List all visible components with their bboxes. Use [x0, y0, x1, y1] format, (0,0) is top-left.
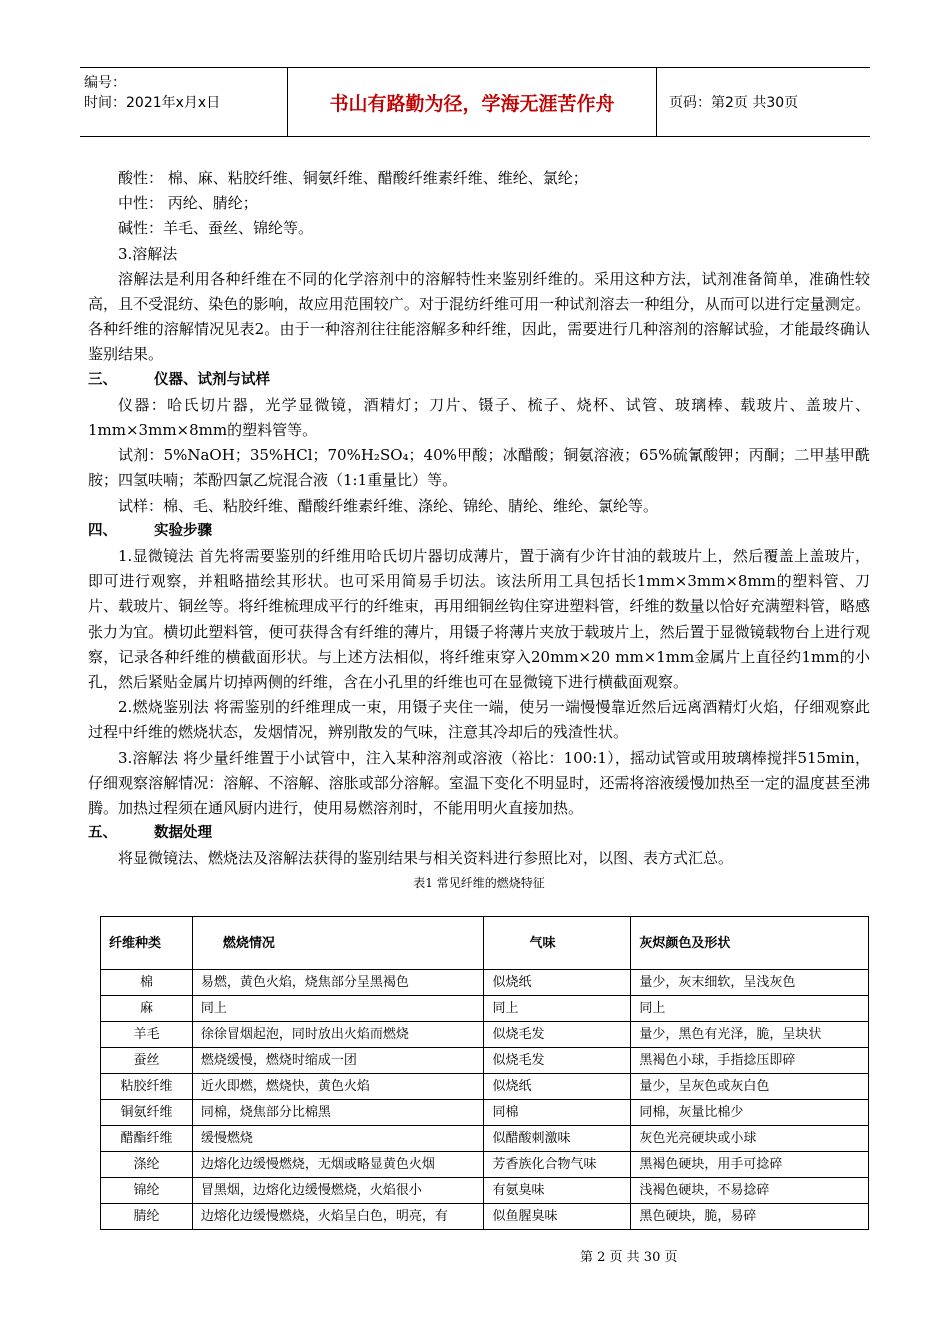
- table-row: [101, 996, 869, 1022]
- cell-burning: 冒黑烟，边熔化边缓慢燃烧，火焰很小: [192, 1178, 484, 1204]
- cell-ash: 同上: [631, 996, 869, 1022]
- cell-burning: 同棉，烧焦部分比棉黑: [192, 1100, 484, 1126]
- cell-fiber: 粘胶纤维: [101, 1074, 193, 1100]
- header-fiber: 纤维种类: [101, 917, 193, 970]
- acid-line: 酸性： 棉、麻、粘胶纤维、铜氨纤维、醋酸纤维素纤维、维纶、氯纶；: [118, 169, 588, 187]
- cell-ash: 量少，灰末细软，呈浅灰色: [631, 970, 869, 996]
- cell-ash: 量少，呈灰色或灰白色: [631, 1074, 869, 1100]
- document-body: [88, 166, 870, 892]
- cell-odor: 似烧毛发: [484, 1048, 631, 1074]
- table-row: [101, 1074, 869, 1100]
- cell-odor: 似烧纸: [484, 1074, 631, 1100]
- number-label: 编号：: [84, 75, 126, 91]
- section-5-title: 数据处理: [154, 825, 212, 842]
- step-2-paragraph: 2.燃烧鉴别法 将需鉴别的纤维理成一束，用镊子夹住一端，使另一端慢慢靠近然后远离酒精灯火焰，仔细观察此过程中纤维的燃烧状态，发烟情况，辨别散发的气味，注意其冷却后的残渣性状。: [88, 698, 870, 742]
- header-motto: 书山有路勤为径，学海无涯苦作舟: [288, 68, 657, 136]
- cell-ash: 同棉，灰量比棉少: [631, 1100, 869, 1126]
- cell-fiber: 麻: [101, 996, 193, 1022]
- instruments-paragraph: 仪器：哈氏切片器，光学显微镜，酒精灯；刀片、镊子、梳子、烧杯、试管、玻璃棒、载玻片、盖玻片、1mm×3mm×8mm的塑料管等。: [88, 395, 870, 440]
- cell-ash: 浅褐色硬块，不易捻碎: [631, 1178, 869, 1204]
- neutral-line: 中性： 丙纶、腈纶；: [118, 194, 258, 213]
- cell-burning: 边熔化边缓慢燃烧，火焰呈白色，明亮，有: [192, 1204, 484, 1230]
- header-meta: [80, 68, 288, 136]
- section-4-title: 实验步骤: [154, 522, 212, 539]
- step-1-paragraph: 1.显微镜法 首先将需要鉴别的纤维用哈氏切片器切成薄片，置于滴有少许甘油的载玻片上，然后覆盖上盖玻片，即可进行观察，并粗略描绘其形状。也可采用简易手切法。该法所用工具包括长1mm×3mm×8mm的塑料管、刀片、载玻片、铜丝等。将纤维梳理成平行的纤维束，再用细铜丝钩住穿进塑料管，纤维的数量以恰好充满塑料管，略感张力为宜。横切此塑料管，便可获得含有纤维的薄片，用镊子将薄片夹放于载玻片上，然后置于显微镜载物台上进行观察，记录各种纤维的横截面形状。与上述方法相似，将纤维束穿入20mm×20 mm×1mm金属片上直径约1mm的小孔，然后紧贴金属片切掉两侧的纤维，含在小孔里的纤维也可在显微镜下进行横截面观察。: [88, 547, 870, 692]
- dissolve-title: 3.溶解法: [118, 244, 178, 263]
- cell-odor: 似烧纸: [484, 970, 631, 996]
- cell-fiber: 羊毛: [101, 1022, 193, 1048]
- section-4-number: 四、: [88, 522, 117, 539]
- cell-burning: 近火即燃，燃烧快，黄色火焰: [192, 1074, 484, 1100]
- table-row: [101, 1126, 869, 1152]
- cell-fiber: 棉: [101, 970, 193, 996]
- cell-ash: 黑褐色小球，手指捻压即碎: [631, 1048, 869, 1074]
- table-row: [101, 970, 869, 996]
- reagents-paragraph: 试剂：5%NaOH；35%HCl；70%H₂SO₄；40%甲酸；冰醋酸；铜氨溶液；65%硫氰酸钾；丙酮；二甲基甲酰胺；四氢呋喃；苯酚四氯乙烷混合液（1:1重量比）等。: [88, 446, 870, 490]
- cell-odor: 有氨臭味: [484, 1178, 631, 1204]
- header-page-info: 页码：第2页 共30页: [669, 95, 799, 111]
- cell-burning: 缓慢燃烧: [192, 1126, 484, 1152]
- cell-odor: 同棉: [484, 1100, 631, 1126]
- cell-burning: 边熔化边缓慢燃烧，无烟或略显黄色火烟: [192, 1152, 484, 1178]
- cell-ash: 量少，黑色有光泽，脆，呈块状: [631, 1022, 869, 1048]
- dissolve-paragraph: 溶解法是利用各种纤维在不同的化学溶剂中的溶解特性来鉴别纤维的。采用这种方法，试剂准备简单，准确性较高，且不受混纺、染色的影响，故应用范围较广。对于混纺纤维可用一种试剂溶去一种组分，从而可以进行定量测定。各种纤维的溶解情况见表2。由于一种溶剂往往能溶解多种纤维，因此，需要进行几种溶剂的溶解试验，才能最终确认鉴别结果。: [88, 269, 870, 364]
- table-row: [101, 1152, 869, 1178]
- cell-fiber: 腈纶: [101, 1204, 193, 1230]
- cell-odor: 同上: [484, 996, 631, 1022]
- section-3-number: 三、: [88, 371, 117, 388]
- table-row: [101, 1048, 869, 1074]
- footer-text: 第 2 页 共 30 页: [580, 1250, 678, 1265]
- page-header: [80, 67, 870, 137]
- header-burning: 燃烧情况: [192, 917, 484, 970]
- cell-fiber: 涤纶: [101, 1152, 193, 1178]
- header-odor: 气味: [484, 917, 631, 970]
- alkali-line: 碱性：羊毛、蚕丝、锦纶等。: [118, 219, 314, 238]
- section-4-heading: [88, 519, 870, 544]
- table-body: [101, 970, 869, 1230]
- cell-odor: 似醋酸刺激味: [484, 1126, 631, 1152]
- cell-burning: 徐徐冒烟起泡，同时放出火焰而燃烧: [192, 1022, 484, 1048]
- cell-ash: 灰色光亮硬块或小球: [631, 1126, 869, 1152]
- table-row: [101, 1022, 869, 1048]
- cell-odor: 似烧毛发: [484, 1022, 631, 1048]
- table-row: [101, 1100, 869, 1126]
- cell-fiber: 铜氨纤维: [101, 1100, 193, 1126]
- step-3-paragraph: 3.溶解法 将少量纤维置于小试管中，注入某种溶剂或溶液（裕比：100:1），摇动试管或用玻璃棒搅拌515min，仔细观察溶解情况：溶解、不溶解、溶胀或部分溶解。室温下变化不明显时，还需将溶液缓慢加热至一定的温度甚至沸腾。加热过程须在通风厨内进行，使用易燃溶剂时，不能用明火直接加热。: [88, 748, 870, 818]
- burning-table: [100, 916, 869, 1230]
- cell-burning: 易燃，黄色火焰，烧焦部分呈黑褐色: [192, 970, 484, 996]
- header-ash: 灰烬颜色及形状: [631, 917, 869, 970]
- cell-fiber: 蚕丝: [101, 1048, 193, 1074]
- cell-odor: 芳香族化合物气味: [484, 1152, 631, 1178]
- samples-paragraph: 试样：棉、毛、粘胶纤维、醋酸纤维素纤维、涤纶、锦纶、腈纶、维纶、氯纶等。: [118, 496, 659, 515]
- section-3-heading: [88, 368, 870, 393]
- cell-burning: 同上: [192, 996, 484, 1022]
- date-label: 时间：2021年x月x日: [84, 95, 221, 111]
- section-3-title: 仪器、试剂与试样: [154, 371, 270, 388]
- table-row: [101, 1204, 869, 1230]
- cell-odor: 似鱼腥臭味: [484, 1204, 631, 1230]
- summary-paragraph: 将显微镜法、燃烧法及溶解法获得的鉴别结果与相关资料进行参照比对，以图、表方式汇总。: [118, 849, 734, 868]
- cell-fiber: 锦纶: [101, 1178, 193, 1204]
- cell-fiber: 醋酯纤维: [101, 1126, 193, 1152]
- cell-burning: 燃烧缓慢，燃烧时缩成一团: [192, 1048, 484, 1074]
- table-header-row: [101, 917, 869, 970]
- section-5-number: 五、: [88, 825, 117, 842]
- cell-ash: 黑色硬块，脆，易碎: [631, 1204, 869, 1230]
- table-caption: 表1 常见纤维的燃烧特征: [413, 875, 545, 890]
- table-row: [101, 1178, 869, 1204]
- section-5-heading: [88, 821, 870, 846]
- cell-ash: 黑褐色硬块，用手可捻碎: [631, 1152, 869, 1178]
